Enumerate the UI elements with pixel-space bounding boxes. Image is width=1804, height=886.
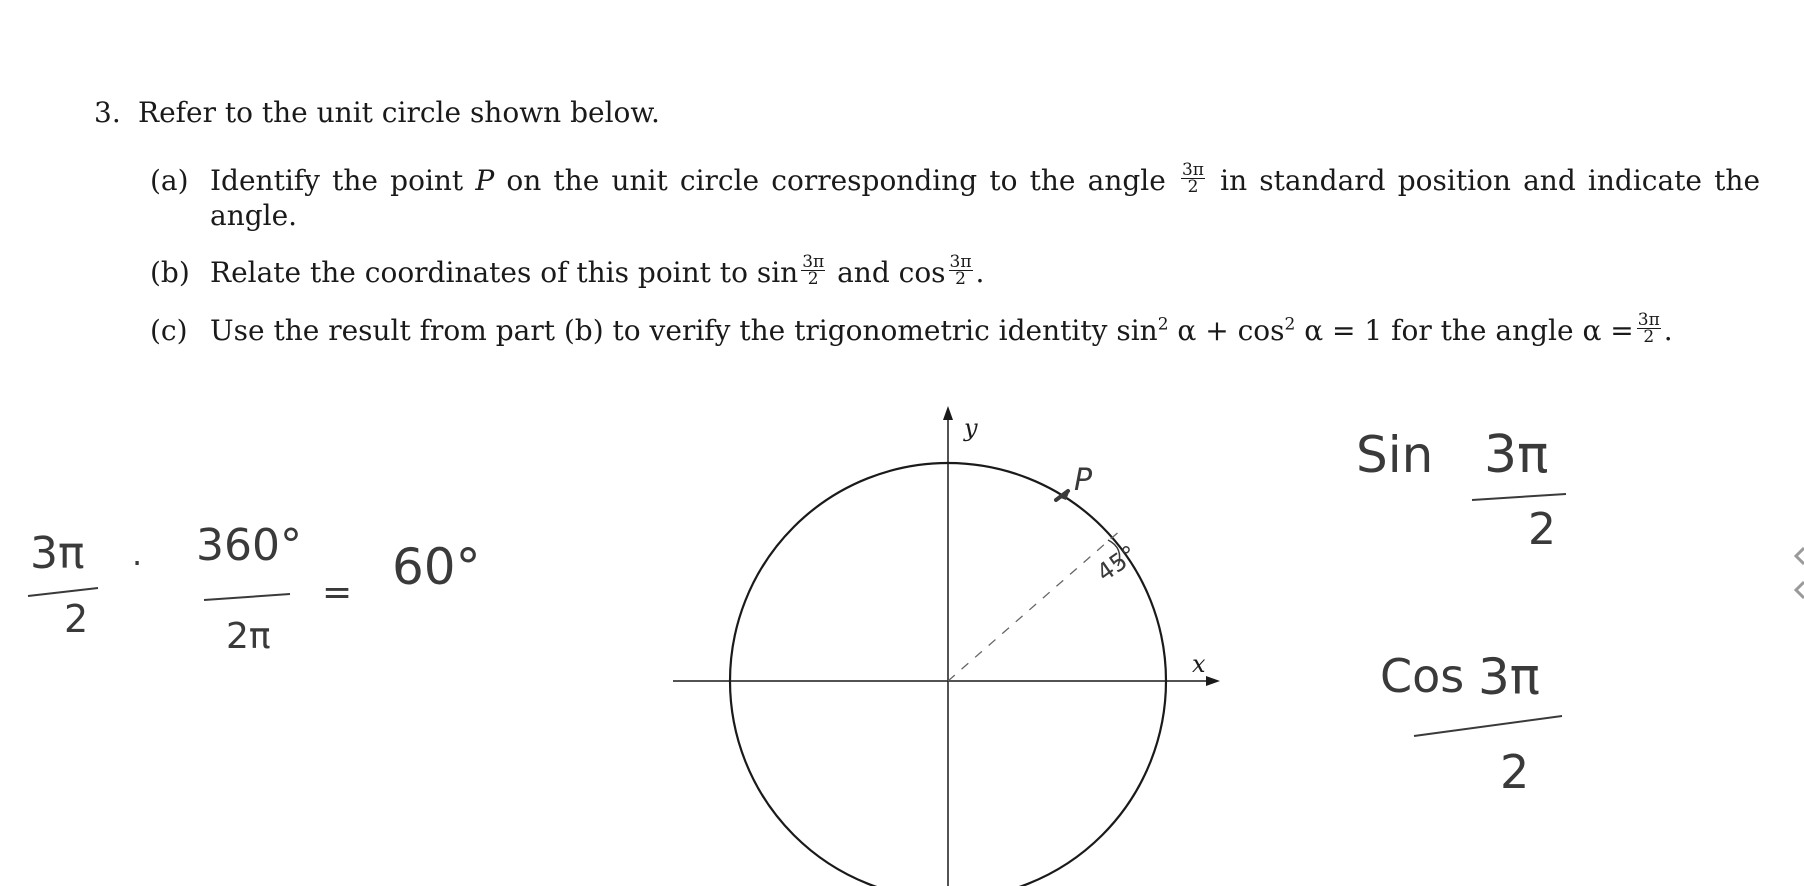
part-b-text-after: .: [975, 256, 985, 289]
calc-frac2-denominator: 2π: [226, 616, 271, 657]
fraction-numerator: 3π: [802, 252, 825, 272]
fraction-denominator: 2: [807, 269, 819, 289]
left-calculation: [28, 520, 481, 657]
part-a-label: (a): [150, 164, 189, 197]
fraction-denominator: 2: [1643, 327, 1655, 347]
x-axis-label: x: [1192, 650, 1206, 678]
calc-frac2-numerator: 360°: [196, 520, 302, 571]
fraction-numerator: 3π: [1181, 160, 1204, 180]
calc-frac1-bar: [28, 588, 98, 596]
exponent: 2: [1157, 314, 1169, 335]
angle-ray: [948, 529, 1122, 681]
x-axis-arrow-icon: [1206, 676, 1220, 686]
part-c-text-alpha2: α = 1 for the angle α =: [1295, 314, 1634, 347]
calc-result: 60°: [392, 538, 481, 596]
part-a-text-after: in standard position and indicate the angle.: [210, 164, 1761, 232]
y-axis-label: y: [964, 414, 978, 442]
cos-numerator: 3π: [1478, 648, 1540, 706]
sin-numerator: 3π: [1484, 425, 1549, 485]
edge-mark: [1796, 548, 1804, 598]
fraction-numerator: 3π: [1637, 310, 1660, 330]
calc-frac1-denominator: 2: [64, 597, 89, 641]
cos-function: Cos: [1380, 649, 1465, 703]
exponent: 2: [1284, 314, 1296, 335]
cos-expression: [1380, 648, 1562, 799]
fraction-denominator: 2: [955, 269, 966, 289]
calc-equals: =: [322, 572, 353, 613]
sin-fraction-bar: [1472, 494, 1566, 500]
part-a-text-middle: on the unit circle corresponding to the angle: [494, 164, 1178, 197]
sin-function: Sin: [1356, 426, 1434, 484]
fraction-numerator: 3π: [949, 252, 972, 272]
part-c-text-after: .: [1663, 314, 1673, 347]
part-b-label: (b): [150, 256, 190, 289]
point-p-label: P: [1074, 463, 1093, 498]
part-b-text-before: Relate the coordinates of this point to sin: [210, 256, 799, 289]
question-prompt: Refer to the unit circle shown below.: [138, 96, 660, 129]
sin-denominator: 2: [1528, 504, 1556, 555]
angle-label: 45°: [1091, 539, 1143, 588]
calc-frac2-bar: [204, 594, 290, 600]
question-number: 3.: [94, 96, 121, 129]
y-axis-arrow-icon: [943, 406, 953, 420]
calc-dot: ·: [132, 544, 143, 582]
part-c-text-alpha1: α + cos: [1168, 314, 1285, 347]
point-p-symbol: P: [475, 164, 495, 197]
part-c-label: (c): [150, 314, 188, 347]
part-a-text-before: Identify the point: [210, 164, 476, 197]
calc-frac1-numerator: 3π: [30, 528, 85, 579]
part-c-text-before: Use the result from part (b) to verify the trigonometric identity sin: [210, 314, 1158, 347]
part-b-text-middle: and cos: [828, 256, 946, 289]
fraction-denominator: 2: [1187, 177, 1199, 197]
sin-expression: [1356, 425, 1566, 555]
cos-fraction-bar: [1414, 716, 1562, 736]
cos-denominator: 2: [1500, 745, 1530, 799]
